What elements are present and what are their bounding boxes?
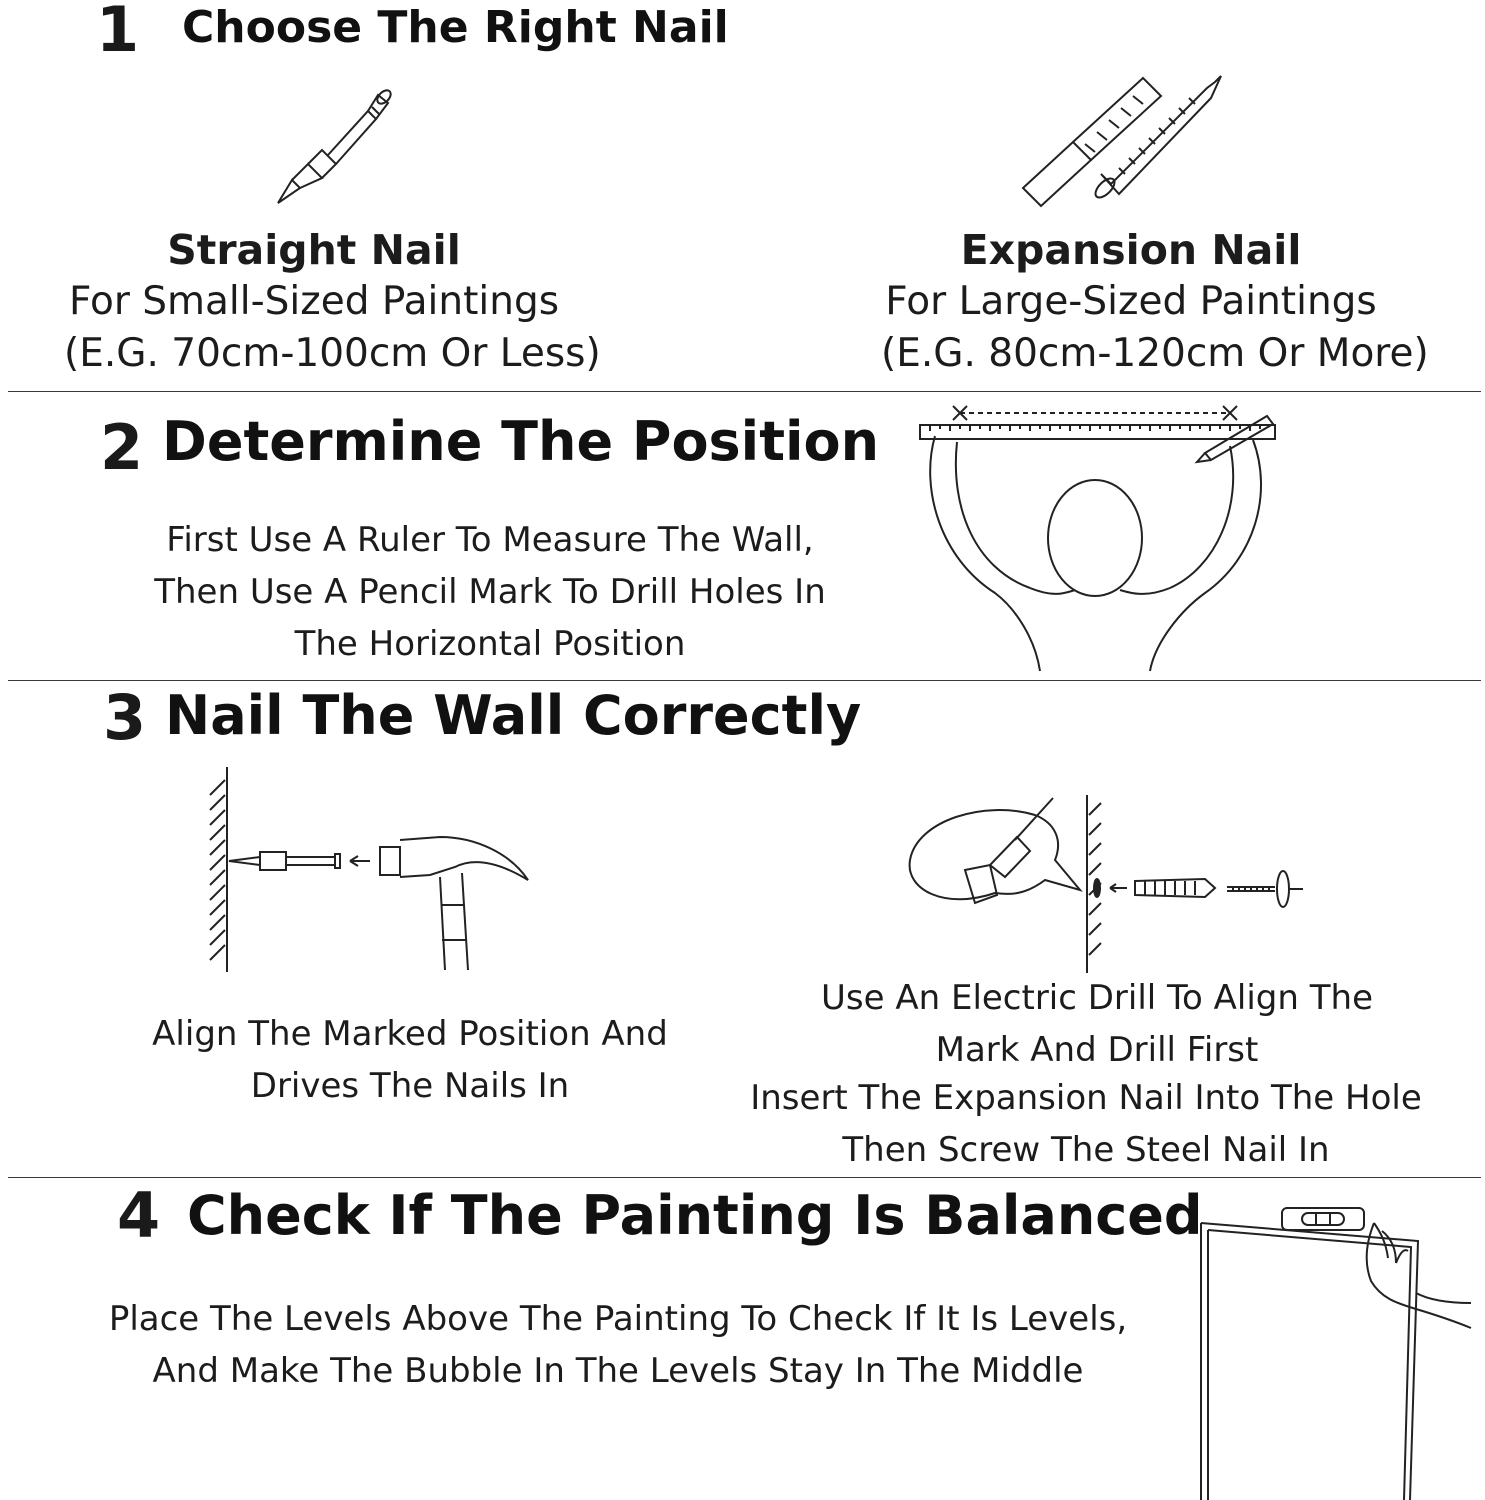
- divider-2: [8, 680, 1481, 681]
- painting-level-illustration: [1196, 1203, 1476, 1500]
- step-4-line-1: Place The Levels Above The Painting To Check If It Is Levels,: [108, 1299, 1128, 1339]
- step-3-left-line-2: Drives The Nails In: [250, 1066, 570, 1106]
- step-3-right-line-4: Then Screw The Steel Nail In: [842, 1130, 1330, 1170]
- expansion-nail-illustration: [1015, 70, 1230, 210]
- divider-3: [8, 1177, 1481, 1178]
- step-3-right-line-1: Use An Electric Drill To Align The: [821, 978, 1373, 1018]
- step-2-line-3: The Horizontal Position: [294, 624, 686, 664]
- expansion-nail-line-1: For Large-Sized Paintings: [885, 279, 1377, 324]
- step-3-right-line-3: Insert The Expansion Nail Into The Hole: [750, 1078, 1422, 1118]
- step-1-title: Choose The Right Nail: [182, 2, 729, 53]
- divider-1: [8, 391, 1481, 392]
- drill-expansion-nail-illustration: [905, 795, 1310, 975]
- straight-nail-illustration: [270, 85, 400, 210]
- straight-nail-title: Straight Nail: [167, 226, 461, 274]
- step-3-title: Nail The Wall Correctly: [165, 684, 862, 747]
- straight-nail-line-1: For Small-Sized Paintings: [68, 279, 560, 324]
- expansion-nail-title: Expansion Nail: [960, 226, 1302, 274]
- step-3-left-line-1: Align The Marked Position And: [152, 1014, 668, 1054]
- person-measuring-illustration: [915, 398, 1280, 673]
- step-3-right-line-2: Mark And Drill First: [935, 1030, 1259, 1070]
- straight-nail-line-2: (E.G. 70cm-100cm Or Less): [64, 331, 601, 376]
- step-4-number: 4: [117, 1179, 161, 1252]
- hammer-nail-illustration: [200, 765, 535, 990]
- step-4-title: Check If The Painting Is Balanced: [187, 1184, 1203, 1247]
- expansion-nail-line-2: (E.G. 80cm-120cm Or More): [881, 331, 1429, 376]
- step-3-number: 3: [103, 681, 147, 754]
- step-2-line-1: First Use A Ruler To Measure The Wall,: [166, 520, 814, 560]
- step-2-title: Determine The Position: [162, 410, 880, 473]
- step-2-line-2: Then Use A Pencil Mark To Drill Holes In: [154, 572, 826, 612]
- step-1-number: 1: [96, 0, 140, 66]
- step-2-number: 2: [100, 411, 144, 484]
- step-4-line-2: And Make The Bubble In The Levels Stay In The Middle: [152, 1351, 1084, 1391]
